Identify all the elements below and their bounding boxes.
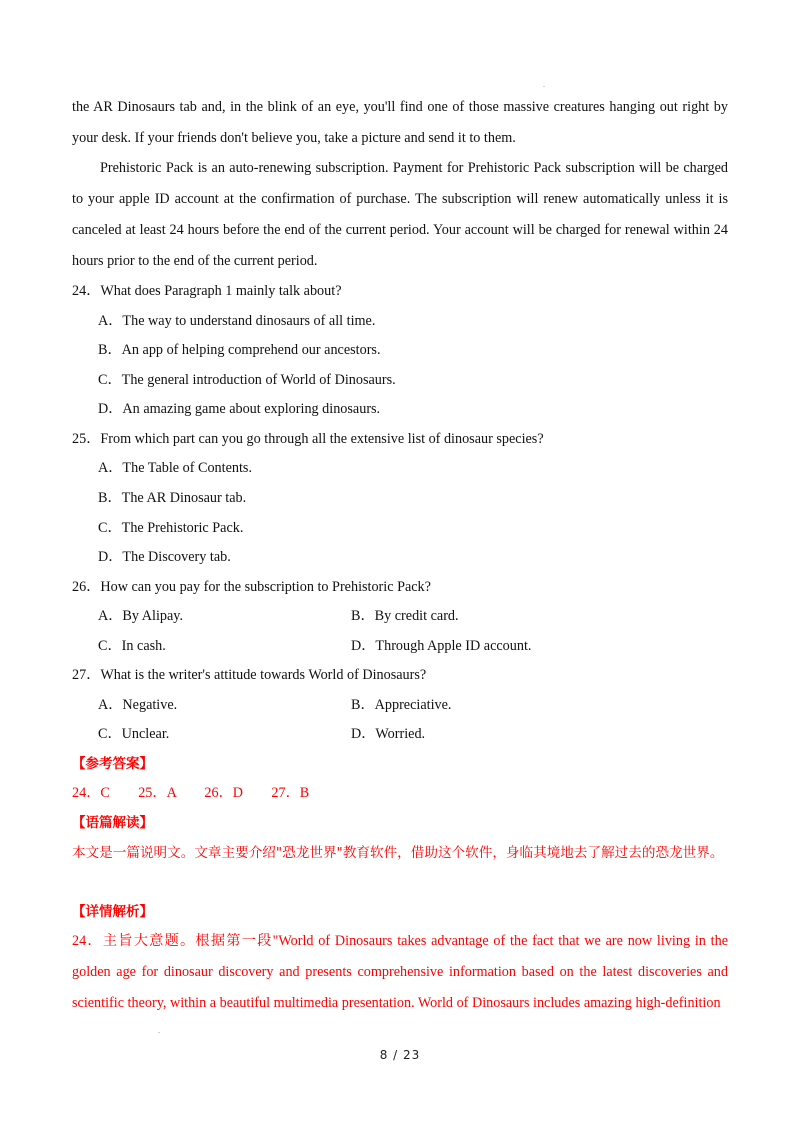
- question-24-option-a: A．The way to understand dinosaurs of all time.: [98, 313, 376, 329]
- question-26-option-c: C．In cash.: [98, 638, 166, 654]
- question-27-option-b: B．Appreciative.: [351, 697, 452, 713]
- scan-speck: .: [158, 1026, 160, 1035]
- question-26-option-d: D．Through Apple ID account.: [351, 638, 532, 654]
- question-27-option-d: D．Worried.: [351, 726, 426, 742]
- question-27-option-c: C．Unclear.: [98, 726, 170, 742]
- question-24-option-b: B．An app of helping comprehend our ancestors.: [98, 342, 381, 358]
- passage-paragraph-2: Prehistoric Pack is an auto-renewing subscription. Payment for Prehistoric Pack subscription will be charged to your apple ID account at the confirmation of purchase. The subscription will renew automatically unless it is canceled at least 24 hours before the end of the current period. Your account will be charged for renewal within 24 hours prior to the end of the current period.: [72, 160, 728, 269]
- question-26-stem: 26．How can you pay for the subscription to Prehistoric Pack?: [72, 579, 431, 595]
- question-25-option-d: D．The Discovery tab.: [98, 549, 231, 565]
- question-25-option-b: B．The AR Dinosaur tab.: [98, 490, 247, 506]
- analysis-text: 24．主旨大意题。根据第一段"World of Dinosaurs takes advantage of the fact that we are now living in the golden age for dinosaur discovery and presents comprehensive information based on the latest discoveries and scientific theory, within a beautiful multimedia presentation. World of Dinosaurs includes amazing high-definition: [72, 933, 728, 1011]
- question-24-option-c: C．The general introduction of World of Dinosaurs.: [98, 372, 396, 388]
- question-25-stem: 25．From which part can you go through all the extensive list of dinosaur species?: [72, 431, 544, 447]
- question-24-option-d: D．An amazing game about exploring dinosaurs.: [98, 401, 381, 417]
- question-25-option-a: A．The Table of Contents.: [98, 460, 252, 476]
- answer-key-heading: 【参考答案】: [72, 756, 153, 772]
- summary-text: 本文是一篇说明文。文章主要介绍"恐龙世界"教育软件，借助这个软件，身临其境地去了解过去的恐龙世界。: [72, 845, 724, 861]
- question-25-option-c: C．The Prehistoric Pack.: [98, 520, 244, 536]
- question-27-option-a: A．Negative.: [98, 697, 178, 713]
- analysis-heading: 【详情解析】: [72, 904, 153, 920]
- question-24-stem: 24．What does Paragraph 1 mainly talk about?: [72, 283, 342, 299]
- question-26-option-a: A．By Alipay.: [98, 608, 183, 624]
- answer-key-values: 24．C 25．A 26．D 27．B: [72, 785, 310, 801]
- scan-speck: .: [543, 80, 545, 89]
- passage-paragraph-1: the AR Dinosaurs tab and, in the blink of an eye, you'll find one of those massive creatures hanging out right by your desk. If your friends don't believe you, take a picture and send it to them.: [72, 99, 728, 146]
- summary-heading: 【语篇解读】: [72, 815, 153, 831]
- question-26-option-b: B．By credit card.: [351, 608, 459, 624]
- question-27-stem: 27．What is the writer's attitude towards World of Dinosaurs?: [72, 667, 427, 683]
- page-number: 8 / 23: [379, 1048, 421, 1062]
